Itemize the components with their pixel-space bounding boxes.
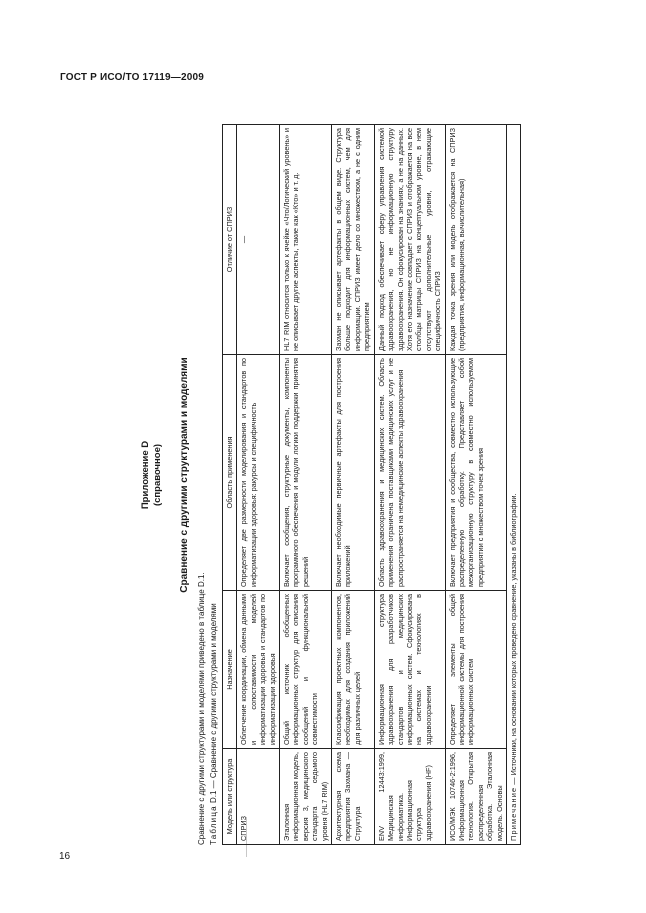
- cell-purpose: Облегчение координации, обмена данными и сопоставимости моделей информатизации здоровья и стандартов по информатизации здоровья: [237, 591, 280, 749]
- table-header-row: [223, 125, 237, 845]
- header-scope: Область применения: [223, 355, 237, 591]
- page-number: 16: [59, 851, 71, 862]
- table-row: [280, 125, 332, 845]
- cell-scope: Включает сообщения, структурные документы, компоненты программного обеспечения и модули логики поддержки принятия решений: [280, 355, 332, 591]
- cell-scope: Определяет две размерности моделирования и стандартов по информатизации здоровья: ракурсы и специфичность: [237, 355, 280, 591]
- cell-scope: Включает предприятия и сообщества, совместно использующие распределенную обработку. Представляет собой межорганизационную структуру в совместно используемом предприятии с множеством точек зрения: [445, 355, 506, 591]
- cell-scope: Включает необходимые первичные артефакты для построения приложений: [332, 355, 375, 591]
- cell-purpose: Общий источник обобщенных информационных структур для описания сообщений и функциональной совместимости: [280, 591, 332, 749]
- cell-model: ИСО/МЭК 10746-2:1996, Информационная технология. Открытая распределенная обработка. Эталонная модель. Основы: [445, 749, 506, 845]
- cell-model: Эталонная информационная модель, версия 3, медицинского стандарта седьмого уровня (HL7 RIM): [280, 749, 332, 845]
- comparison-table: [222, 124, 521, 845]
- cell-purpose: Определяет элементы общей информационной системы для построения информационных систем: [445, 591, 506, 749]
- annex-subtitle: (справочное): [152, 443, 163, 507]
- table-caption-label: Таблица: [209, 805, 218, 845]
- table-row: [445, 125, 506, 845]
- table-row: [237, 125, 280, 845]
- table-note-row: [506, 125, 520, 845]
- header-model: Модель или структура: [223, 749, 237, 845]
- document-header: ГОСТ Р ИСО/ТО 17119—2009: [60, 72, 205, 83]
- header-purpose: Назначение: [223, 591, 237, 749]
- cell-difference: HL7 RIM относится только к ячейке «Что/Логический уровень» и не описывает другие аспекты, такие как «Кто» и т. д.: [280, 125, 332, 355]
- table-row: [374, 125, 445, 845]
- cell-difference: Захман не описывает артефакты в общем виде. Структура больше подходит для информационных систем, чем для информации. СПРИЗ имеет дело со множеством, а не с одним предприятием: [332, 125, 375, 355]
- cell-difference: —: [237, 125, 280, 355]
- cell-difference: Данный подход обеспечивает сферу управления системой здравоохранения, но не информационную структуру здравоохранения. Он сфокусирован на знаниях, а не на данных. Хотя его назначение совпадает с СПРИЗ и отображается на все столбцы матрицы СПРИЗ на концептуальном уровне, в нем отсутствуют дополнительные уровни, отражающие специфичность СПРИЗ: [374, 125, 445, 355]
- header-difference: Отличие от СПРИЗ: [223, 125, 237, 355]
- cell-scope: Область здравоохранения и медицинских систем. Область применения ограничена поставщиками медицинских услуг и не распространяется на немедицинские аспекты здравоохранения: [374, 355, 445, 591]
- cell-model: ENV 12443:1999, Медицинская информатика. Информационная структура здравоохранения (HF): [374, 749, 445, 845]
- table-caption-text: D.1 — Сравнение с другими структурами и моделями: [209, 603, 218, 806]
- annex-title: Приложение D: [140, 440, 151, 510]
- rotated-annex-content: [140, 105, 540, 845]
- intro-paragraph: Сравнение с другими структурами и моделями приведено в таблице D.1.: [197, 572, 206, 845]
- table-note: [506, 125, 520, 845]
- note-text: — Источники, на основании которых проведено сравнение, указаны в библиографии.: [508, 493, 518, 787]
- cell-difference: Каждая точка зрения или модель отображается на СПРИЗ (предприятия, информационная, вычислительная): [445, 125, 506, 355]
- cell-model: СПРИЗ: [237, 749, 280, 845]
- table-row: [332, 125, 375, 845]
- cell-model: Архитектурная схема предприятия Захмана — Структура: [332, 749, 375, 845]
- section-title: Сравнение с другими структурами и моделями: [179, 357, 190, 593]
- note-label: Примечание: [508, 786, 518, 841]
- cell-purpose: Классификация проектных компонентов, необходимых для создания приложений для различных целей: [332, 591, 375, 749]
- cell-purpose: Информационная структура здравоохранения для разработчиков стандартов и медицинских информационных систем. Сфокусирована на системах и технологиях в здравоохранении: [374, 591, 445, 749]
- table-caption: [209, 105, 218, 845]
